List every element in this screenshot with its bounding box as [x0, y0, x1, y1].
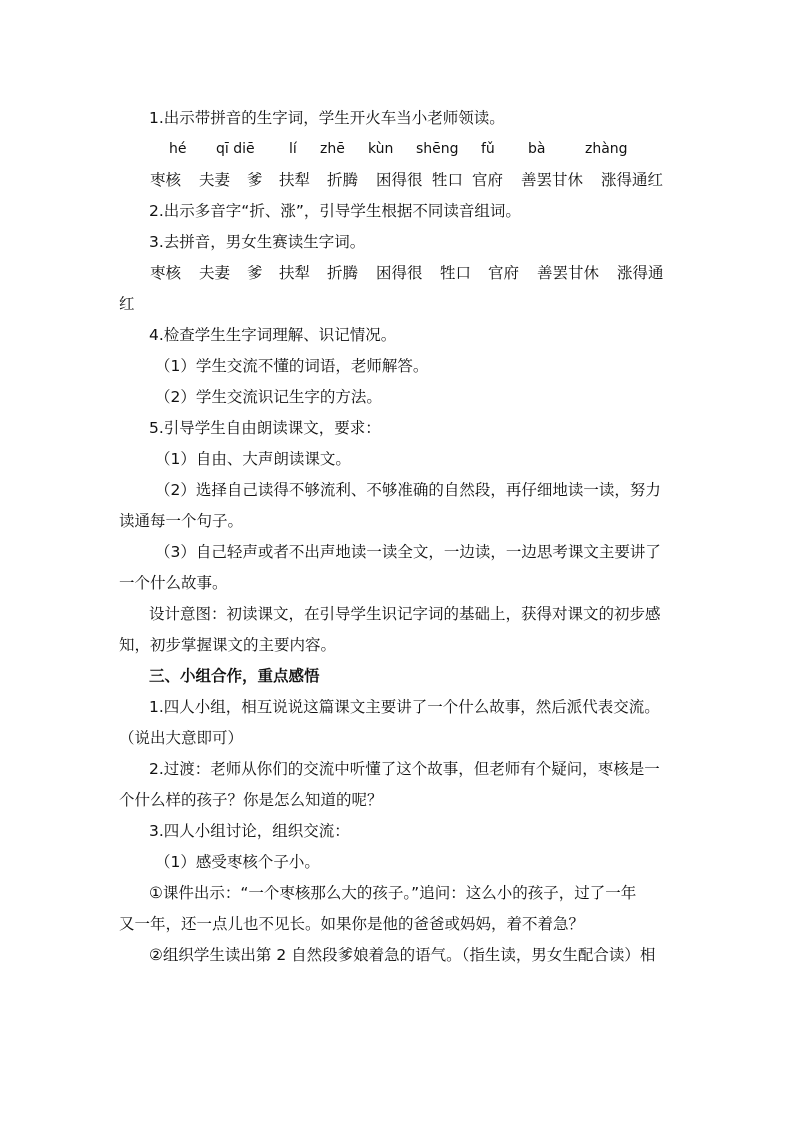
pinyin-li: lí — [289, 141, 297, 157]
sec3-step-3: 3.四人小组讨论，组织交流： — [149, 822, 350, 840]
step-5-sub-1: （1）自由、大声朗读课文。 — [155, 450, 351, 468]
word: 扶犁 — [279, 264, 311, 282]
sec3-step-1-line2: （说出大意即可） — [119, 729, 244, 747]
sec3-item-1-line1: ①课件出示：“一个枣核那么大的孩子。”追问：这么小的孩子，过了一年 — [149, 884, 637, 902]
pinyin-zhe: zhē — [320, 141, 345, 157]
word: 善罢甘休 — [521, 171, 584, 189]
pinyin-row — [119, 134, 679, 165]
word: 爹 — [247, 171, 263, 189]
step-5-sub-3-line2: 一个什么故事。 — [119, 574, 228, 592]
step-1-show-pinyin-words: 1.出示带拼音的生字词，学生开火车当小老师领读。 — [149, 109, 505, 127]
word: 官府 — [472, 171, 504, 189]
word: 枣核 — [150, 264, 182, 282]
pinyin-ba: bà — [528, 141, 546, 157]
word: 枣核 — [150, 171, 182, 189]
step-2-polyphonic: 2.出示多音字“折、涨”，引导学生根据不同读音组词。 — [149, 202, 521, 220]
word: 扶犁 — [279, 171, 311, 189]
vocabulary-row-wrap: 红 — [119, 295, 135, 313]
word: 夫妻 — [199, 171, 231, 189]
pinyin-sheng: shēng — [416, 141, 459, 157]
word: 官府 — [488, 264, 520, 282]
sec3-step-2-line2: 个什么样的孩子？你是怎么知道的呢？ — [119, 791, 383, 809]
sec3-item-1-line2: 又一年，还一点儿也不见长。如果你是他的爸爸或妈妈，着不着急？ — [119, 915, 585, 933]
pinyin-qi-die: qī diē — [216, 141, 255, 157]
pinyin-he: hé — [169, 141, 187, 157]
step-4-check: 4.检查学生生字词理解、识记情况。 — [149, 326, 397, 344]
sec3-step-1-line1: 1.四人小组，相互说说这篇课文主要讲了一个什么故事，然后派代表交流。 — [149, 698, 660, 716]
design-intent-line1: 设计意图：初读课文，在引导学生识记字词的基础上，获得对课文的初步感 — [149, 605, 661, 623]
pinyin-kun: kùn — [368, 141, 394, 157]
word: 困得很 — [376, 171, 423, 189]
pinyin-fu: fǔ — [481, 141, 495, 157]
word: 折腾 — [327, 171, 359, 189]
word: 涨得通红 — [601, 171, 664, 189]
step-5-sub-2-line2: 读通每一个句子。 — [119, 512, 244, 530]
document-body — [119, 103, 679, 971]
word: 牲口 — [440, 264, 472, 282]
word: 牲口 — [432, 171, 464, 189]
word: 折腾 — [327, 264, 359, 282]
sec3-step-2-line1: 2.过渡：老师从你们的交流中听懂了这个故事，但老师有个疑问，枣核是一 — [149, 760, 660, 778]
word: 夫妻 — [199, 264, 231, 282]
step-5-read-aloud: 5.引导学生自由朗读课文，要求： — [149, 419, 381, 437]
vocabulary-row-plain — [119, 258, 679, 289]
section-3-heading: 三、小组合作，重点感悟 — [149, 667, 320, 685]
pinyin-zhang: zhàng — [585, 141, 628, 157]
word: 困得很 — [376, 264, 423, 282]
sec3-item-2-line1: ②组织学生读出第 2 自然段爹娘着急的语气。（指生读，男女生配合读）相 — [149, 946, 656, 964]
vocabulary-row-with-pinyin — [119, 165, 679, 196]
word: 涨得通 — [617, 264, 664, 282]
step-3-remove-pinyin: 3.去拼音，男女生赛读生字词。 — [149, 233, 366, 251]
step-5-sub-2-line1: （2）选择自己读得不够流利、不够准确的自然段，再仔细地读一读，努力 — [155, 481, 661, 499]
word: 善罢甘休 — [537, 264, 600, 282]
step-5-sub-3-line1: （3）自己轻声或者不出声地读一读全文，一边读，一边思考课文主要讲了 — [155, 543, 661, 561]
design-intent-line2: 知，初步掌握课文的主要内容。 — [119, 636, 337, 654]
sec3-step-3-sub-1: （1）感受枣核个子小。 — [155, 853, 320, 871]
step-4-sub-2: （2）学生交流识记生字的方法。 — [155, 388, 382, 406]
word: 爹 — [247, 264, 263, 282]
step-4-sub-1: （1）学生交流不懂的词语，老师解答。 — [155, 357, 429, 375]
